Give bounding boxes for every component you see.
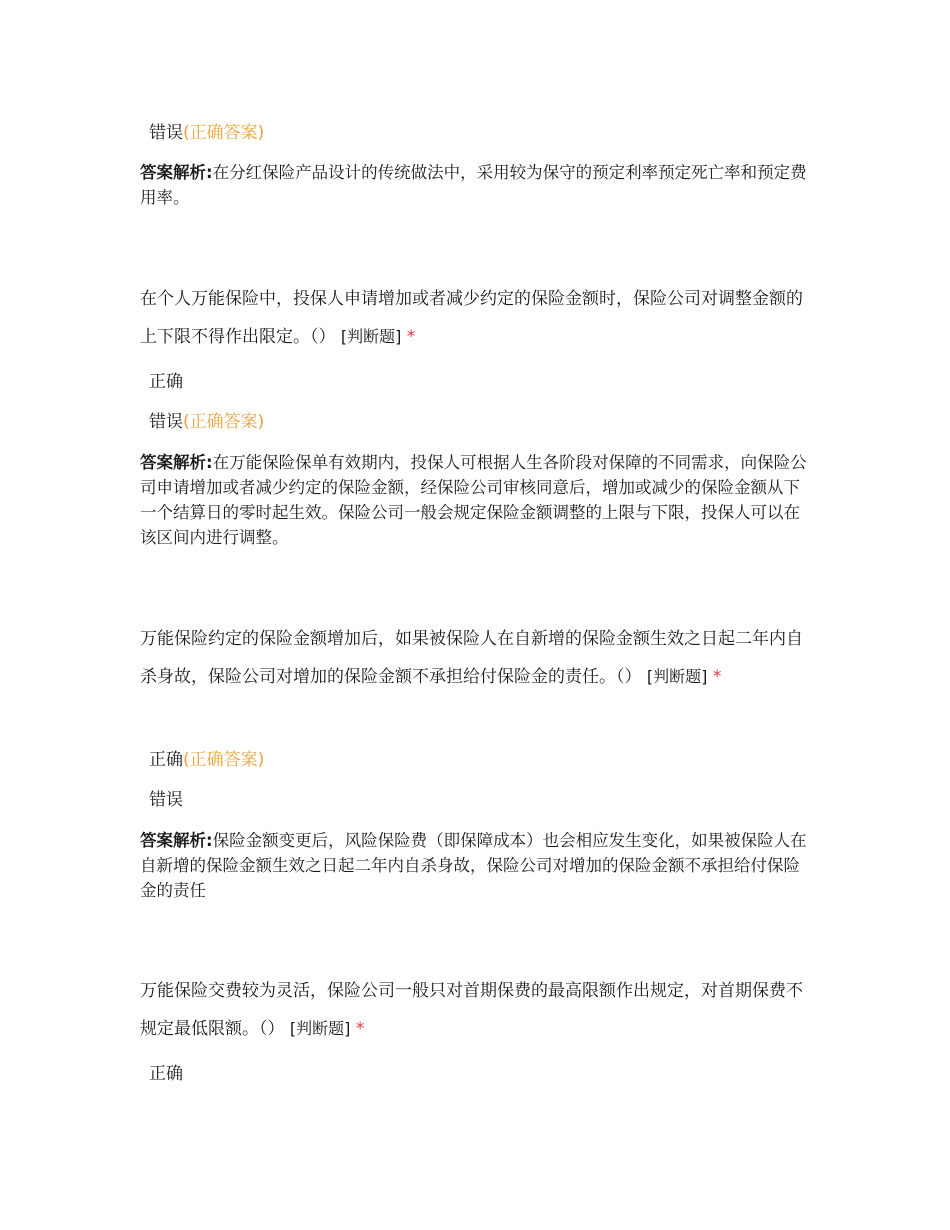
question-text xyxy=(140,620,812,696)
required-mark: * xyxy=(712,667,722,687)
required-mark: * xyxy=(406,327,416,347)
correct-answer-tag: (正确答案) xyxy=(183,750,265,770)
option-label: 错误 xyxy=(149,123,183,143)
answer-analysis xyxy=(140,828,812,903)
option-label: 错误 xyxy=(149,412,183,432)
question-type: [判断题] xyxy=(646,667,708,686)
question-text xyxy=(140,972,812,1048)
question-type: [判断题] xyxy=(340,327,402,346)
answer-analysis xyxy=(140,160,812,210)
option-wrong[interactable] xyxy=(149,411,264,433)
required-mark: * xyxy=(355,1019,365,1039)
question-body: 万能保险约定的保险金额增加后，如果被保险人在自新增的保险金额生效之日起二年内自杀身故，保险公司对增加的保险金额不承担给付保险金的责任。（） xyxy=(140,629,803,687)
analysis-text: 在分红保险产品设计的传统做法中，采用较为保守的预定利率预定死亡率和预定费用率。 xyxy=(140,163,807,207)
analysis-text: 在万能保险保单有效期内，投保人可根据人生各阶段对保障的不同需求，向保险公司申请增加或者减少约定的保险金额，经保险公司审核同意后，增加或减少的保险金额从下一个结算日的零时起生效。保险公司一般会规定保险金额调整的上限与下限，投保人可以在该区间内进行调整。 xyxy=(140,453,807,547)
analysis-label: 答案解析: xyxy=(140,831,213,850)
option-label: 错误 xyxy=(149,790,183,810)
analysis-text: 保险金额变更后，风险保险费（即保障成本）也会相应发生变化，如果被保险人在自新增的保险金额生效之日起二年内自杀身故，保险公司对增加的保险金额不承担给付保险金的责任 xyxy=(140,831,807,900)
correct-answer-tag: (正确答案) xyxy=(183,412,265,432)
option-label: 正确 xyxy=(149,750,183,770)
option-correct[interactable] xyxy=(149,749,264,771)
option-label: 正确 xyxy=(149,1064,183,1084)
question-body: 万能保险交费较为灵活，保险公司一般只对首期保费的最高限额作出规定，对首期保费不规定最低限额。（） xyxy=(140,981,803,1039)
answer-analysis xyxy=(140,450,812,550)
analysis-label: 答案解析: xyxy=(140,163,213,182)
option-wrong[interactable] xyxy=(149,789,183,811)
question-body: 在个人万能保险中，投保人申请增加或者减少约定的保险金额时，保险公司对调整金额的上下限不得作出限定。（） xyxy=(140,289,803,347)
option-label: 正确 xyxy=(149,372,183,392)
option-correct[interactable] xyxy=(149,371,183,393)
correct-answer-tag: (正确答案) xyxy=(183,123,265,143)
option-wrong[interactable] xyxy=(149,122,264,144)
option-correct[interactable] xyxy=(149,1063,183,1085)
question-type: [判断题] xyxy=(289,1019,351,1038)
analysis-label: 答案解析: xyxy=(140,453,213,472)
question-text xyxy=(140,280,812,356)
